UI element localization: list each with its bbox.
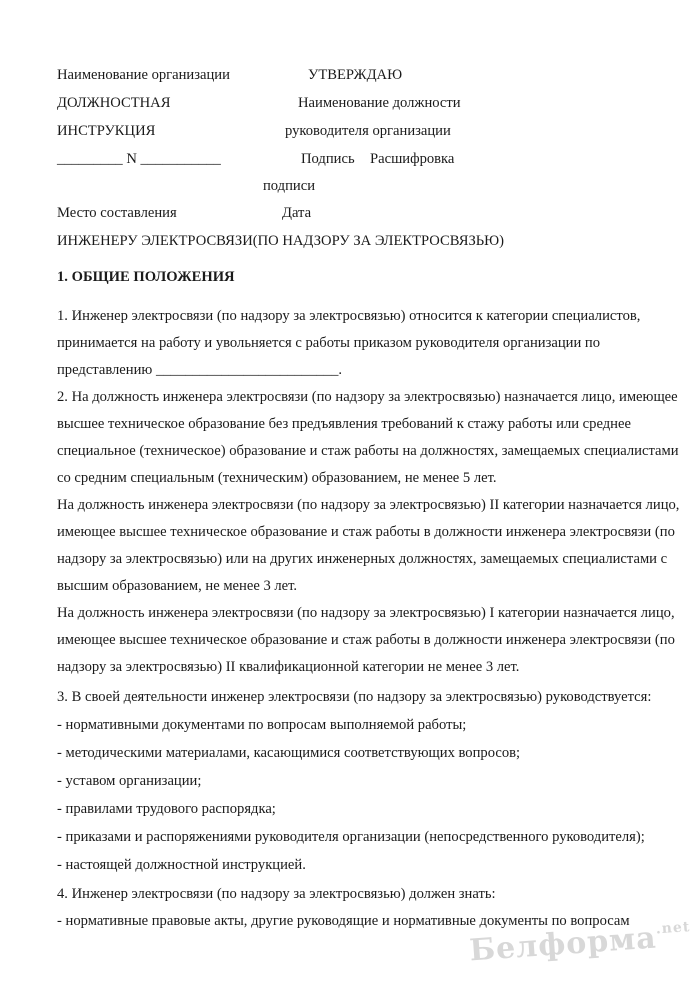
position-title-label: Наименование должности <box>298 95 461 111</box>
body-line: На должность инженера электросвязи (по надзору за электросвязью) I категории назначается лицо, <box>57 605 675 621</box>
doc-type-line-2: ИНСТРУКЦИЯ <box>57 123 156 139</box>
body-line: принимается на работу и увольняется с работы приказом руководителя организации по <box>57 335 601 351</box>
list-item: - нормативными документами по вопросам выполняемой работы; <box>57 717 467 733</box>
list-item: - нормативные правовые акты, другие руководящие и нормативные документы по вопросам <box>57 913 630 929</box>
body-line: имеющее высшее техническое образование и стаж работы в должности инженера электросвязи (по <box>57 524 675 540</box>
body-line: 4. Инженер электросвязи (по надзору за электросвязью) должен знать: <box>57 886 496 902</box>
body-line: надзору за электросвязью) или на других инженерных должностях, замещаемых специалистами с <box>57 551 668 567</box>
signature-label-continued: подписи <box>263 178 316 194</box>
list-item: - настоящей должностной инструкцией. <box>57 857 306 873</box>
body-line: 3. В своей деятельности инженер электросвязи (по надзору за электросвязью) руководствуется: <box>57 689 652 705</box>
body-line: 1. Инженер электросвязи (по надзору за электросвязью) относится к категории специалистов, <box>57 308 641 324</box>
list-item: - уставом организации; <box>57 773 202 789</box>
head-of-org-label: руководителя организации <box>285 123 451 139</box>
body-line: надзору за электросвязью) II квалификационной категории не менее 3 лет. <box>57 659 520 675</box>
body-line: со средним специальным (техническим) образованием, не менее 5 лет. <box>57 470 497 486</box>
watermark-brand: Белформа <box>468 920 658 969</box>
org-name-label: Наименование организации <box>57 67 230 83</box>
approve-label: УТВЕРЖДАЮ <box>308 67 403 83</box>
section-heading: 1. ОБЩИЕ ПОЛОЖЕНИЯ <box>57 269 235 285</box>
body-line: представлению _________________________. <box>57 362 343 378</box>
body-line: специальное (техническое) образование и стаж работы на должностях, замещаемых специалистами <box>57 443 679 459</box>
place-label: Место составления <box>57 205 177 221</box>
list-item: - правилами трудового распорядка; <box>57 801 276 817</box>
signature-label: Подпись <box>301 151 355 167</box>
watermark-suffix: .net <box>655 919 691 938</box>
list-item: - методическими материалами, касающимися соответствующих вопросов; <box>57 745 521 761</box>
body-line: высшее техническое образование без предъявления требований к стажу работы или среднее <box>57 416 631 432</box>
body-line: 2. На должность инженера электросвязи (по надзору за электросвязью) назначается лицо, имеющее <box>57 389 678 405</box>
list-item: - приказами и распоряжениями руководителя организации (непосредственного руководителя); <box>57 829 645 845</box>
document-title: ИНЖЕНЕРУ ЭЛЕКТРОСВЯЗИ(ПО НАДЗОРУ ЗА ЭЛЕКТРОСВЯЗЬЮ) <box>57 233 505 249</box>
document-number-line: _________ N ___________ <box>57 151 221 167</box>
body-line: имеющее высшее техническое образование и стаж работы в должности инженера электросвязи (по <box>57 632 675 648</box>
body-line: На должность инженера электросвязи (по надзору за электросвязью) II категории назначается лицо, <box>57 497 680 513</box>
body-line: высшим образованием, не менее 3 лет. <box>57 578 298 594</box>
signature-decoding-label: Расшифровка <box>370 151 455 167</box>
date-label: Дата <box>282 205 312 221</box>
doc-type-line-1: ДОЛЖНОСТНАЯ <box>57 95 171 111</box>
watermark-logo <box>468 919 692 969</box>
